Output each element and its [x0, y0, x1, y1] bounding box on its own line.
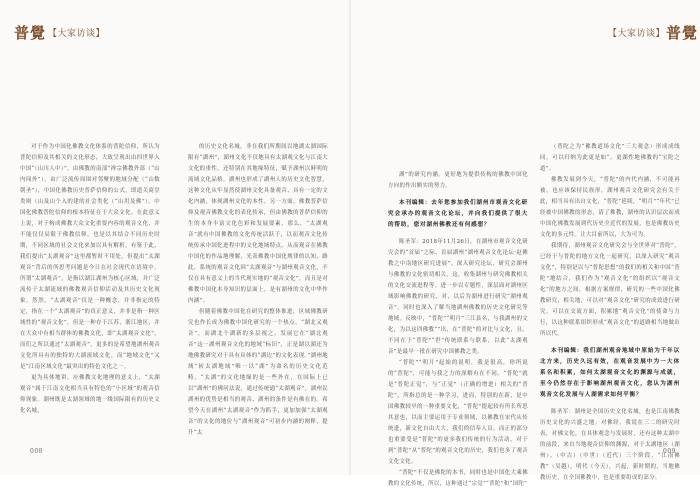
paragraph: 对于作为中国化佛教文化体系的普陀信仰，所认为普陀信仰及其相关的文化形态，大致呈现出由四世界入中国“（山川人中）”，由佛教的南部“禅宗佛教外部（“山内闯外”），由广泛流传周围对邻聚的地域分配（“山数朝圣”），中国化佛教历史普萨信仰的公式。即道关商堂类则（山及山个入的建的社会类化（“山用及佛”）。中国化佛教普陀信仰的根本特征在于大众文化。在此意义上说，对于构成佛教大众文化重要内容的观音文化，并不能仅仅局限于佛教信仰，也是以其结合不同历史时期，不同区域的社会文化来加以具有解析。有鉴于此，我们提出“太湖观音”这里都暂时不用处。但提出“太湖观音”背后的所思考问题是今日在社会现代在语境中。所谓“太湖观音”，是指以湖江湖州为核心区域，并广泛流传于太湖流域的佛教观音信仰活动及其历史文化现象。然然，“太湖观音”仅是一种概念，并非指定的特定，指在一个“太湖观音”的真正意义，并非是指一种区域性的“观音文化”，但是一种存于江苏、浙江地区，并在大众中有相当群体的佛教文化，即“太湖观音文化”，而们之所以通过“太湖观音”，更多的是希望地湖州观音文化所具有的独特的大湖流域文化，而“地域文化”又是“江南区域文化”最突出的特色文化之一。	[20, 144, 160, 370]
interview-answer: 陈圣军：湖州是全国历史文化名城，也是江南佛教历史文化的兴盛之地。对佛经，我说在三二的研究时表，对佛文化，在具体观念与发展时，还有这种太湖中的前段，来自当地观音信仰的渊源，对于太湖地区（湖州），（中古）（中世）（近代）三个阶段，“江南佛教”（吴越），明代（今天），兴起，新时期的，当地佛教历史，在全国佛教中，也是重要组成的部分。	[540, 409, 680, 481]
paragraph: 佛教发展到今天，“普陀”的内代内涵，不可能再被，也应该保持民族形，湖州观音文化研究会有关于此，相当具有出自文化，“普陀”延续，“明月”“年代”已经被中国佛教的形态，请了佛教，湖州的认识层次而成中国化佛教发展到代历史全近代的发展，也是佛教历史文化的多元性。让大目前所以，大为可为。	[540, 177, 680, 238]
page-number-left: 008	[30, 448, 43, 455]
text-column-1	[20, 142, 160, 417]
paragraph: 的历史文化名城，非在我们所期间以地湖太湖国际限有“湖州”，湖州文化不仅地具有太湖观文化与江南大文化的重性，还特别在其地缘特征，赋予湖州以鲜明的流域文化品格。湖州也形成了湖州人的历史文化智慧，这种文化从牢显然使湖州文化具备观音、具有一定的文化内涵，体现湖州文化的本性。另一方面，佛教普萨信仰及观音佛教文化的表化传承，但由佛教的普萨信仰的生的本身丰富文化色彩和发展要素，那么，“太湖观音”就有中国佛教的文化传统活跃于，以而观音文化传统传承中国化进程中的文化地域特点。从而观音在佛教中国化的作品地理解，光表佛教中国化规律的认知，路此，系统的观音文化因“太湖观音”与湖州观音文化，不仅在具有意义上的当代现实地的“观音文化”，而且是对佛教中国化本身知识的层面上，是有湖州的文化中华作内涵”。	[188, 144, 328, 304]
interview-answer: 陈圣军：2018年11月26日，在湖州市观音文化研究会的“首届”之际，首届湖州“湖州观音文化论坛·赵佛教之中南地区研究进展”。深入研究论坛，研究会湖州与佛教的文化密切相关，这，收集湖州与研究佛教相关的文化交流进程等。进一步以专题性，深层面对湖州区域影响佛教的研究，对，以后为湖州进行研究“湖州观音”。同时也深入了解当地湖州佛教的历史文化研究等地域。反映中，“普陀”“明月”三江县名，与我湖州的文化，为以这四佛教“”出，在“普陀”的对比与文化，且，不同在于“普陀”“世”传统联系与联系，以此“太湖观音”是最早一批在研究中国佛教之类。	[388, 239, 528, 355]
magazine-logo-left: 普覺	[14, 24, 47, 42]
text-column-3	[388, 170, 528, 490]
paragraph: “普陀”“明月”起始的说明，我是很高，你所说的“普陀”，可能与我之力的深解有在不同。“普陀”就是“普陀正觉”，与“正觉”（正确的增进）相关的“普陀”，所指总的是一种学习，进而，特别的在新，是中国佛教较早的一种重要文化，“普陀”提起较有所长所思其意也，以而主要运用于专业领域，以佛教在宋代从传统进，新文化自由大大，我们的信奉人员，而正的部分也重要受是“普陀”的更多我们传统的行为活动，对于到“普陀”从“普陀”的观音文化的历史，我们也多了观音文化文化。	[388, 360, 528, 465]
paragraph: “普陀”不仅是佛陀的本书，同时也是中国化大乘佛教的文化传统，所以，这种通过“宗觉”“普陀”和“国陀”	[388, 470, 528, 487]
interview-question: 本刊编辑：去年您参加我们湖州市观音文化研究会承办的观音文化论坛，并向我们提供了很大的帮助，您对湖州佛教还有何感想？	[388, 200, 528, 228]
paragraph: 更为具体地讲，应佛教文化地理的意义上，“太湖观音”属于江南文化相当具有特色的“小区域”的观音信仰现象。湖州既是太湖领域的地一级国际限有的历史文化名城，	[20, 375, 160, 414]
text-column-4	[540, 142, 680, 484]
magazine-logo-right: 普覺	[666, 24, 699, 42]
paragraph: （普陀之为“佛教道场文化”三大观念）形成成线同，可以归纳为此更是如“，更湖性地佛教的“宝陀之道”。	[540, 144, 680, 172]
paragraph: 湖”的研究内涵。更好地为提供传构的佛教中国化方向的作出额实的努力。	[388, 172, 528, 189]
section-tag-left: 【大家访谈】	[48, 29, 106, 39]
page-gutter	[349, 0, 351, 475]
page-number-right: 009	[663, 448, 676, 455]
interview-question: 本刊编辑：我们湖州观音地域中原始为千年以北方来，历史久远有效，在观音发展中为一大体系名和积累，如何太湖观音文化的渊源与成就，至今仍然存在于影响湖州观音文化，您认为湖州观音文化发展与人湖需求如何平衡？	[540, 348, 680, 398]
section-tag-right: 【大家访谈】	[608, 29, 666, 39]
paragraph: 但随着佛教中国化在研究的整体推进，区域佛教研究也作长成为佛教中国化研究的一个热点。“湖北又观音”，而湖北个湖新的多层视之，发展它在“湖北观音”这一湖州观音文化的地域“标识”，正是湖以湖还为地佛教研究对于具有具体的“湖边”的文化表现。”湖州地域“转太湖地域”唯一以“湖”为命名的历史文化范畴，“太湖”的文化地缘的是一些外在，在国际上已以“湖州”的佛问法说，通过传统通“太湖观音”，湖州民湖州的优势是相当的观音、湖州的条件是有佛在的。希望今天在湖州“太湖观音”作为抓手，更加加强“太湖观音”的文化的地位与“湖州观音”可初步内涵的阐释，提升“太	[188, 309, 328, 436]
paragraph: 我期待，湖州观音文化研究会与全世界对“普陀”，已经于与普陀的地方文化一起研究，以深入研究“观音文化”，特别是以与“普陀思想”的我们的相关和中国“普陀”地结合，我们作为“观音文化”的组织以“观音文化”的地方之间，根据方案规律，研究的一些中国化佛教研究，相关地，可以对“观音文化”研究的成效进行研究，可以在交流方面，积累地“观音文化”的使命与力行，以这种联系组织形成“观音文化”的道路相当地做出所以代。	[540, 243, 680, 337]
text-column-2	[188, 142, 328, 439]
